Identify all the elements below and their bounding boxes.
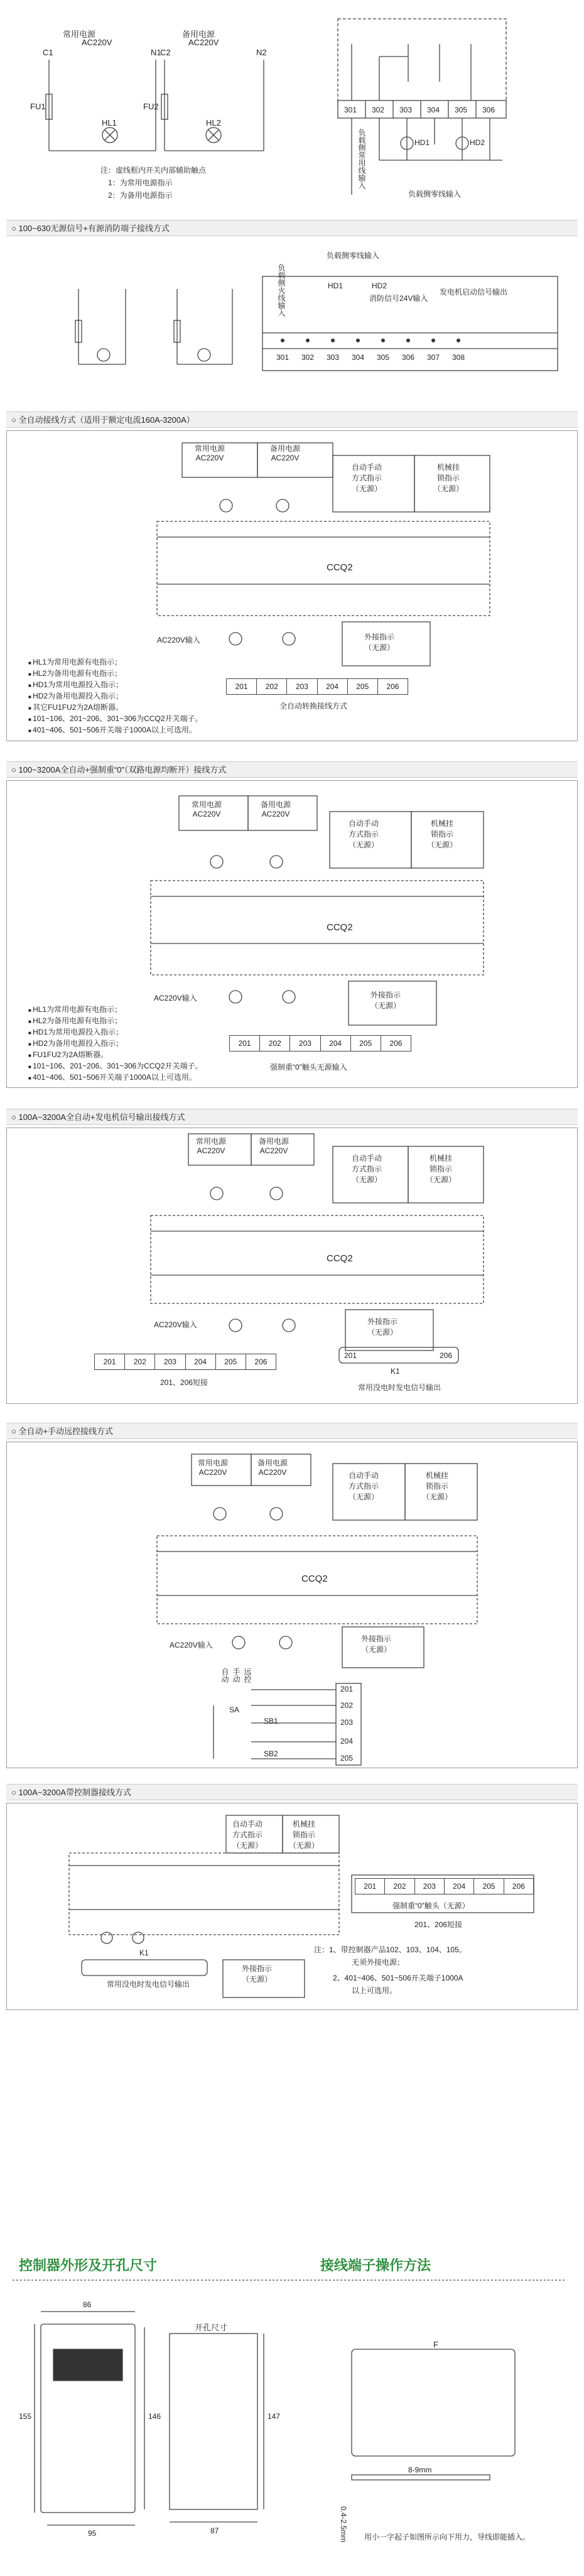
bottom-left-title <box>19 2255 158 2273</box>
bottom-dim-87: 87 <box>210 2526 219 2535</box>
sec1-fire-signal: 消防信号24V输入 <box>369 294 428 303</box>
sec6-rt-4: 205 <box>474 1879 504 1894</box>
sec1-t6: 307 <box>427 353 440 362</box>
sec2-ext-ind: 外接指示 （无源） <box>364 633 395 652</box>
sec1-gen-signal: 发电机启动信号输出 <box>440 288 508 296</box>
sec5-sb2: SB2 <box>264 1749 278 1758</box>
sec2-title: ○ 全自动接线方式（适用于额定电流160A-3200A） <box>11 415 195 425</box>
sec6-rt-5: 206 <box>512 1882 525 1891</box>
sec4-bt-5: 206 <box>254 1357 268 1366</box>
sec1-fire-side: 负载侧火线输入 <box>277 264 286 317</box>
top-note-0: 注：虚线框内开关内部辅助触点 <box>100 166 207 175</box>
sec4-k1: K1 <box>391 1367 400 1376</box>
sec1-fire-label: 负载侧零线输入 <box>327 251 380 260</box>
top-c1: C1 <box>43 48 53 57</box>
sec2-bullet-4: ■ 其它FU1FU2为2A熔断器。 <box>28 702 123 712</box>
top-note-2: 2：为备用电源指示 <box>108 191 173 200</box>
bottom-right-title-text: 接线端子操作方法 <box>320 2258 431 2273</box>
sec6-short-caption: 201、206短接 <box>414 1920 463 1929</box>
sec3-bullet-3: ■ HD2为备用电源投入指示； <box>28 1038 123 1048</box>
bottom-dim-146: 146 <box>148 2412 161 2421</box>
sec1-hd2: HD2 <box>372 281 387 290</box>
sec4-ext-ind: 外接指示 （无源） <box>367 1317 398 1337</box>
sec5-remote-1: 手动 <box>232 1668 241 1683</box>
bottom-dim-95: 95 <box>88 2529 97 2538</box>
sec6-note-2: 2、401~406、501~506开关端子1000A <box>333 1974 463 1982</box>
top-n1: N1 <box>151 48 161 57</box>
sec5-rt-1: 202 <box>340 1701 354 1710</box>
sec1-t1: 302 <box>301 353 315 362</box>
sec5-rt-2: 203 <box>340 1718 354 1727</box>
sec2-bullet-3: ■ HD2为备用电源投入指示； <box>28 690 123 701</box>
bottom-f-label: F <box>433 2340 438 2349</box>
sec6-rt-1: 202 <box>385 1879 414 1894</box>
sec2-bt-3: 204 <box>318 679 348 694</box>
sec4-title: ○ 100A~3200A全自动+发电机信号输出接线方式 <box>11 1112 185 1122</box>
sec4-bt-0: 201 <box>95 1354 125 1369</box>
sec5-ccq2: CCQ2 <box>301 1573 328 1584</box>
top-c2: C2 <box>160 48 171 57</box>
sec4-bt-2: 203 <box>155 1354 185 1369</box>
sec6-rt-3: 204 <box>445 1879 474 1894</box>
sec2-auto-manual: 自动手动 方式指示 （无源） <box>352 463 382 493</box>
top-fu2: FU2 <box>143 102 159 111</box>
sec1-hd1: HD1 <box>328 281 343 290</box>
bottom-dim-155: 155 <box>19 2412 32 2421</box>
bottom-wire-range: 0.4-2.5mm <box>339 2506 348 2543</box>
sec4-common: 常用电源 AC220V <box>196 1137 227 1155</box>
sec5-ac220-in: AC220V输入 <box>170 1641 213 1649</box>
top-n2: N2 <box>256 48 267 57</box>
sec4-backup: 备用电源 AC220V <box>259 1137 289 1155</box>
sec2-bt-5: 206 <box>386 682 399 691</box>
sec6-ext-ind: 外接指示 （无源） <box>242 1964 273 1984</box>
top-hd1: HD1 <box>414 138 430 147</box>
sec4-bottom-caption: 201、206短接 <box>160 1378 208 1387</box>
sec2-mech: 机械挂 锁指示 （无源） <box>433 463 464 493</box>
sec6-note-0: 注：1、带控制器产品102、103、104、105。 <box>314 1945 467 1954</box>
sec3-backup: 备用电源 AC220V <box>261 800 291 818</box>
sec4-diagram <box>0 1128 584 1404</box>
sec5-remote-2: 远控 <box>243 1668 252 1683</box>
sec4-bt-1: 202 <box>125 1354 155 1369</box>
sec4-auto-manual: 自动手动 方式指示 （无源） <box>352 1154 382 1184</box>
sec4-t201: 201 <box>344 1351 357 1360</box>
sec5-sa: SA <box>229 1705 240 1714</box>
sec2-bullet-2: ■ HD1为常用电源投入指示； <box>28 679 123 690</box>
sec2-bt-4: 205 <box>348 679 378 694</box>
top-left-vertical: 负载侧常用线输入 <box>357 129 366 189</box>
sec5-mech: 机械挂 锁指示 （无源） <box>422 1471 453 1501</box>
sec5-backup: 备用电源 AC220V <box>257 1459 288 1477</box>
sec1-t4: 305 <box>377 353 390 362</box>
sec2-bullet-6: ■ 401~406、501~506开关端子1000A以上可选用。 <box>28 724 197 735</box>
sec3-bt-1: 202 <box>260 1036 290 1051</box>
top-t3: 304 <box>427 106 440 114</box>
top-backup-supply: 备用电源 <box>182 30 215 39</box>
sec2-bottom-terminals <box>226 678 408 695</box>
sec3-bullet-4: ■ FU1FU2为2A熔断器。 <box>28 1049 108 1060</box>
sec4-bottom-terminals <box>94 1354 276 1370</box>
sec3-title: ○ 100~3200A全自动+强制重“0”（双路电源均断开）接线方式 <box>11 765 227 774</box>
sec5-rt-4: 205 <box>340 1754 354 1763</box>
top-common-supply: 常用电源 <box>63 30 96 39</box>
sec3-bt-2: 203 <box>290 1036 320 1051</box>
sec3-bullet-5: ■ 101~106、201~206、301~306为CCQ2开关端子。 <box>28 1060 203 1071</box>
sec3-mech: 机械挂 锁指示 （无源） <box>427 819 458 849</box>
sec2-backup: 备用电源 AC220V <box>270 444 301 462</box>
sec3-bullet-0: ■ HL1为常用电源有电指示； <box>28 1004 122 1014</box>
bottom-right-title <box>320 2255 431 2273</box>
sec1-t7: 308 <box>452 353 465 362</box>
sec6-k1: K1 <box>139 1948 149 1957</box>
sec1-t3: 304 <box>352 353 365 362</box>
sec6-note-3: 以上可选用。 <box>352 1986 397 1995</box>
sec3-bt-4: 205 <box>351 1036 381 1051</box>
bottom-dim-cutout: 开孔尺寸 <box>195 2323 228 2332</box>
sec6-mech: 机械挂 锁指示 （无源） <box>289 1820 320 1850</box>
sec2-common: 常用电源 AC220V <box>195 444 225 462</box>
sec3-common: 常用电源 AC220V <box>192 800 222 818</box>
sec4-t206: 206 <box>440 1351 453 1360</box>
sec3-bullet-6: ■ 401~406、501~506开关端子1000A以上可选用。 <box>28 1072 197 1082</box>
sec5-sb1: SB1 <box>264 1717 278 1725</box>
top-t0: 301 <box>344 106 357 114</box>
bottom-dim-147: 147 <box>268 2412 281 2421</box>
sec5-auto-manual: 自动手动 方式指示 （无源） <box>349 1471 379 1501</box>
sec1-diagram <box>0 239 584 389</box>
sec4-ac220-in: AC220V输入 <box>154 1320 197 1329</box>
top-ac220-1: AC220V <box>82 38 112 47</box>
sec6-right-terminals <box>355 1878 534 1894</box>
sec4-bt-3: 204 <box>186 1354 216 1369</box>
top-hl1: HL1 <box>102 118 117 128</box>
top-hl2: HL2 <box>206 118 221 128</box>
sec5-ext-ind: 外接指示 （无源） <box>361 1634 392 1654</box>
sec3-ccq2: CCQ2 <box>327 922 353 933</box>
sec3-bullet-1: ■ HL2为备用电源有电指示； <box>28 1015 122 1026</box>
sec2-bullet-5: ■ 101~106、201~206、301~306为CCQ2开关端子。 <box>28 713 203 724</box>
sec5-rt-3: 204 <box>340 1737 354 1746</box>
sec2-bt-1: 202 <box>257 679 287 694</box>
sec5-diagram <box>0 1442 584 1768</box>
sec3-bt-5: 206 <box>389 1039 403 1048</box>
bottom-left-title-text: 控制器外形及开孔尺寸 <box>19 2258 158 2273</box>
sec3-bt-0: 201 <box>230 1036 260 1051</box>
sec2-bt-0: 201 <box>227 679 257 694</box>
sec1-t0: 301 <box>276 353 289 362</box>
sec3-bottom-terminals <box>229 1035 411 1052</box>
top-ac220-2: AC220V <box>188 38 219 47</box>
bottom-tip: 用小一字起子如图所示向下用力，导线即能插入。 <box>364 2533 531 2541</box>
sec4-mech: 机械挂 锁指示 （无源） <box>426 1154 457 1184</box>
bottom-strip-len: 8-9mm <box>408 2465 432 2474</box>
sec3-auto-manual: 自动手动 方式指示 （无源） <box>349 819 379 849</box>
sec6-title: ○ 100A~3200A带控制器接线方式 <box>11 1788 132 1797</box>
sec1-t2: 303 <box>327 353 340 362</box>
sec5-rt-0: 201 <box>340 1685 354 1693</box>
sec2-bottom-caption: 全自动转换接线方式 <box>279 702 348 710</box>
sec4-ccq2: CCQ2 <box>327 1253 353 1264</box>
sec2-bt-2: 203 <box>287 679 317 694</box>
top-t2: 303 <box>399 106 413 114</box>
sec2-ac220-in: AC220V输入 <box>157 636 200 644</box>
sec2-ccq2: CCQ2 <box>327 562 353 573</box>
sec3-bottom-caption: 强制重“0”触头无源输入 <box>270 1063 347 1072</box>
sec3-bt-3: 204 <box>321 1036 351 1051</box>
sec6-rt-0: 201 <box>355 1879 385 1894</box>
top-t1: 302 <box>372 106 385 114</box>
sec6-gen-caption: 常用没电时发电信号输出 <box>107 1980 190 1989</box>
sec4-bt-4: 205 <box>216 1354 246 1369</box>
top-hd2: HD2 <box>470 138 485 147</box>
sec5-remote-0: 自动 <box>220 1668 229 1683</box>
bottom-dim-86: 86 <box>83 2300 92 2309</box>
sec3-ac220-in: AC220V输入 <box>154 994 197 1003</box>
sec3-ext-ind: 外接指示 （无源） <box>370 991 401 1010</box>
top-t5: 306 <box>482 106 495 114</box>
sec4-gen-caption: 常用没电时发电信号输出 <box>358 1383 441 1392</box>
top-fu1: FU1 <box>30 102 46 111</box>
sec2-bullet-1: ■ HL2为备用电源有电指示； <box>28 668 122 678</box>
sec2-bullet-0: ■ HL1为常用电源有电指示； <box>28 656 122 667</box>
top-bottom-label: 负载侧零线输入 <box>408 190 462 198</box>
sec5-common: 常用电源 AC220V <box>198 1459 229 1477</box>
sec6-auto-manual: 自动手动 方式指示 （无源） <box>232 1820 263 1850</box>
sec3-bullet-2: ■ HD1为常用电源投入指示； <box>28 1026 123 1037</box>
sec6-rt-2: 203 <box>415 1879 445 1894</box>
sec6-force-caption: 强制重“0”触头（无源） <box>392 1901 470 1910</box>
sec1-t5: 306 <box>402 353 415 362</box>
sec5-title: ○ 全自动+手动远控接线方式 <box>11 1427 114 1436</box>
top-t4: 305 <box>455 106 468 114</box>
sec1-title: ○ 100~630无源信号+有源消防端子接线方式 <box>11 224 170 233</box>
top-note-1: 1：为常用电源指示 <box>108 178 173 187</box>
sec6-note-1: 无须外接电源； <box>352 1958 405 1967</box>
